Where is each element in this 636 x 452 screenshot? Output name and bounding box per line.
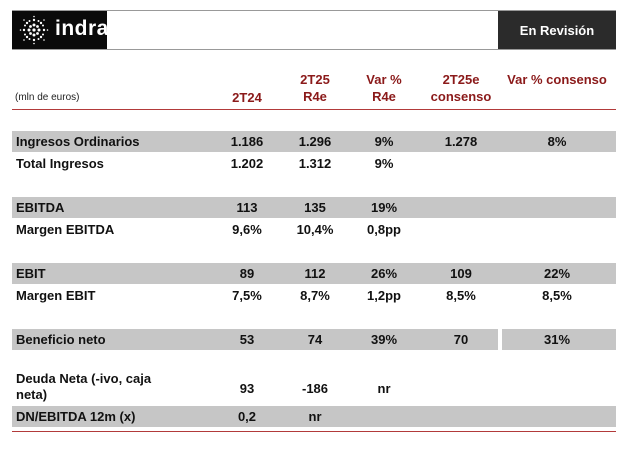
cell-2t25-r4e: 112 [304, 266, 326, 281]
row-label: Deuda Neta (-ivo, caja neta) [16, 371, 152, 402]
row-label: Total Ingresos [16, 156, 104, 171]
cell-2t25e-consenso: 70 [453, 332, 469, 347]
cell-2t24: 9,6% [232, 222, 262, 237]
cell-var-r4e: 9% [374, 134, 394, 149]
table-row [12, 285, 616, 306]
cell-var-consenso: 8% [547, 134, 567, 149]
unit-label: (mln de euros) [15, 92, 80, 103]
row-label: Margen EBITDA [16, 222, 115, 237]
cell-var-r4e: 9% [374, 156, 394, 171]
cell-2t24: 1.186 [230, 134, 264, 149]
indra-logo-icon [19, 15, 49, 45]
cell-2t25e-consenso: 109 [450, 266, 472, 281]
cell-2t25e-consenso: 8,5% [446, 288, 476, 303]
cell-2t25-r4e: 8,7% [300, 288, 330, 303]
cell-var-r4e: 26% [370, 266, 398, 281]
table-row [12, 131, 616, 152]
cell-var-r4e: 0,8pp [367, 222, 401, 237]
cell-var-consenso: 8,5% [542, 288, 572, 303]
cell-var-r4e: nr [377, 381, 391, 396]
row-label: Margen EBIT [16, 288, 96, 303]
cell-2t24: 0,2 [237, 409, 257, 424]
cell-2t25-r4e: 74 [307, 332, 323, 347]
table-row [12, 219, 616, 240]
col-2t25-r4e-header: 2T25 R4e [300, 72, 330, 104]
cell-2t24: 1.202 [230, 156, 264, 171]
brand-logo [12, 11, 107, 49]
row-label: Ingresos Ordinarios [16, 134, 140, 149]
cell-2t25-r4e: 135 [304, 200, 326, 215]
table-row [12, 197, 616, 218]
cell-2t25-r4e: 10,4% [296, 222, 334, 237]
cell-var-consenso: 31% [543, 332, 571, 347]
report-header [12, 10, 616, 50]
cell-2t24: 7,5% [232, 288, 262, 303]
header-divider [12, 109, 616, 110]
col-var-consenso-header: Var % consenso [507, 72, 607, 87]
row-label: DN/EBITDA 12m (x) [16, 409, 136, 424]
brand-name: indra [55, 17, 109, 40]
cell-var-consenso: 22% [543, 266, 571, 281]
table-row [12, 263, 616, 284]
row-label: EBIT [16, 266, 46, 281]
cell-2t24: 53 [239, 332, 255, 347]
table-row [12, 329, 616, 350]
cell-2t24: 93 [239, 381, 255, 396]
cell-var-r4e: 1,2pp [367, 288, 401, 303]
table-row [12, 406, 616, 427]
cell-2t25-r4e: 1.312 [298, 156, 332, 171]
table-row [12, 153, 616, 174]
cell-var-r4e: 19% [370, 200, 398, 215]
row-label: EBITDA [16, 200, 65, 215]
table-bottom-rule [12, 431, 616, 432]
status-badge: En Revisión [498, 11, 616, 49]
cell-2t24: 89 [239, 266, 255, 281]
cell-var-r4e: 39% [370, 332, 398, 347]
table-row [12, 369, 616, 403]
row-label: Beneficio neto [16, 332, 106, 347]
cell-2t25-r4e: -186 [301, 381, 329, 396]
cell-2t25e-consenso: 1.278 [444, 134, 478, 149]
col-var-r4e-header: Var % R4e [366, 72, 402, 104]
col-2t25e-consenso-header: 2T25e consenso [430, 72, 492, 104]
cell-2t25-r4e: 1.296 [298, 134, 332, 149]
cell-2t25-r4e: nr [308, 409, 322, 424]
cell-2t24: 113 [236, 200, 258, 215]
